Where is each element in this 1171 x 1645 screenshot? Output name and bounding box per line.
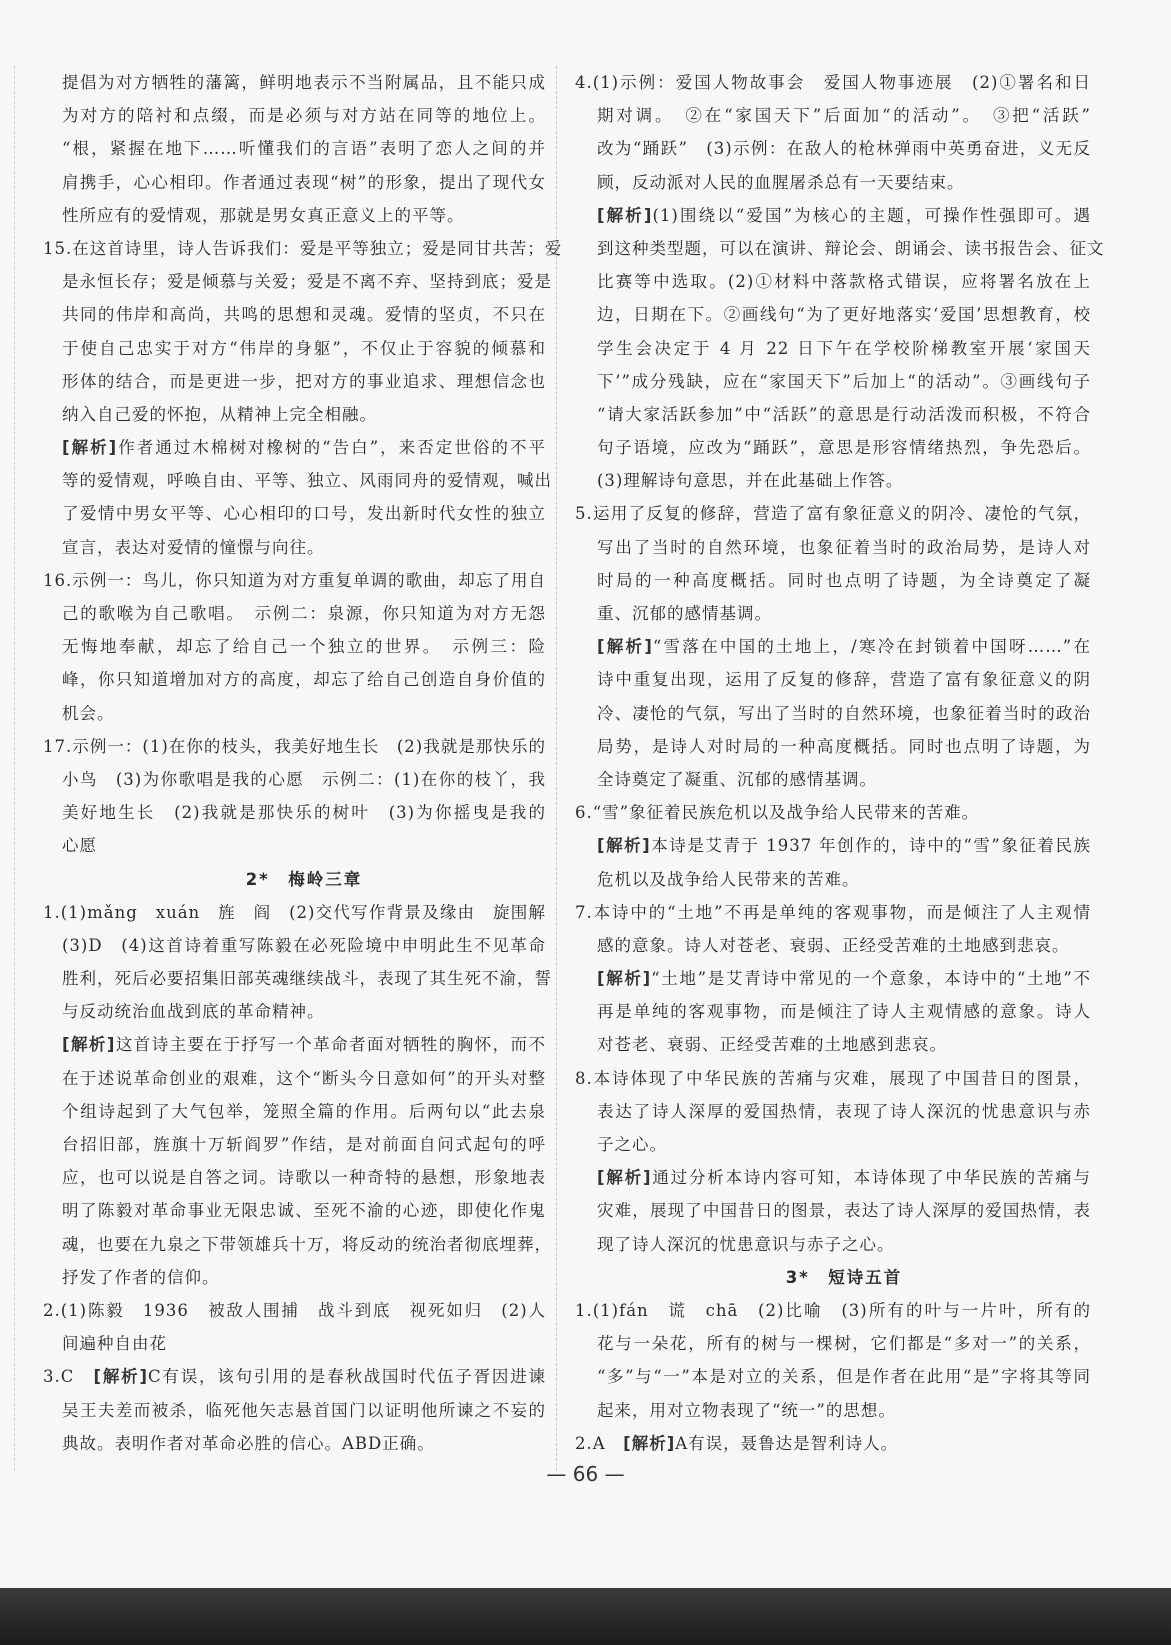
analysis-tag: [解析] <box>623 1433 676 1453</box>
text-line: 灾难，展现了中国昔日的图景，表达了诗人深厚的爱国热情，表 <box>597 1201 1091 1221</box>
analysis-tag: [解析] <box>597 969 652 989</box>
text-line: [解析]通过分析本诗内容可知，本诗体现了中华民族的苦痛与 <box>597 1168 1092 1188</box>
text-line: 2.A [解析]A有误，聂鲁达是智利诗人。 <box>575 1433 899 1453</box>
text-line: 4.(1)示例：爱国人物故事会 爱国人物事迹展 (2)①署名和日 <box>575 73 1091 92</box>
text-line: 心愿 <box>62 836 97 856</box>
text-line: 起来，用对立物表现了“统一”的思想。 <box>597 1400 896 1420</box>
text-line: 间遍种自由花 <box>62 1334 167 1354</box>
text-line: 在于述说革命创业的艰难，这个“断头今日意如何”的开头对整 <box>62 1068 546 1088</box>
text-line: 是永恒长存；爱是倾慕与关爱；爱是不离不弃、坚持到底；爱是 <box>62 272 552 292</box>
text-line: 1.(1)mǎng xuán 旌 阎 (2)交代写作背景及缘由 旋围解 <box>43 902 546 922</box>
text-line: 台招旧部，旌旗十万斩阎罗”作结，是对前面自问式起句的呼 <box>62 1135 546 1154</box>
analysis-tag: [解析] <box>62 1035 116 1055</box>
text-line: 形体的结合，而是更进一步，把对方的事业追求、理想信念也 <box>62 371 546 391</box>
right-column <box>575 66 1105 1460</box>
text-line: 为对方的陪衬和点缀，而是必须与对方站在同等的地位上。 <box>62 106 546 126</box>
text-line: (3)理解诗句意思，并在此基础上作答。 <box>597 471 904 491</box>
text-line: 吴王夫差而被杀，临死他矢志悬首国门以证明他所谏之不妄的 <box>62 1400 546 1420</box>
analysis-tag: [解析] <box>597 637 653 657</box>
text-line: 等的爱情观，呼唤自由、平等、独立、风雨同舟的爱情观，喊出 <box>62 471 552 491</box>
text-line: 己的歌喉为自己歌唱。 示例二：泉源，你只知道为对方无怨 <box>62 604 546 623</box>
text-line: (3)D (4)这首诗着重写陈毅在必死险境中申明此生不见革命 <box>62 935 546 955</box>
page-number: — 66 — <box>546 1462 625 1486</box>
text-line: [解析]作者通过木棉树对橡树的“告白”，来否定世俗的不平 <box>62 438 546 458</box>
text-line: 机会。 <box>62 703 115 723</box>
text-line: 顾，反动派对人民的血腥屠杀总有一天要结束。 <box>597 172 965 192</box>
text-line: “请大家活跃参加”中“活跃”的意思是行动活泼而积极，不符合 <box>597 404 1091 424</box>
left-column <box>43 66 563 1460</box>
text-line: 下’”成分残缺，应在“家国天下”后加上“的活动”。③画线句子 <box>597 371 1091 391</box>
text-line: 6.“雪”象征着民族危机以及战争给人民带来的苦难。 <box>575 803 980 823</box>
text-line: 比赛等中选取。(2)①材料中落款格式错误，应将署名放在上 <box>597 272 1091 292</box>
text-line: 7.本诗中的“土地”不再是单纯的客观事物，而是倾注了人主观情 <box>575 902 1091 922</box>
analysis-tag: [解析] <box>597 836 651 856</box>
text-line: 应，也可以说是自答之词。诗歌以一种奇特的悬想，形象地表 <box>62 1168 546 1188</box>
text-line: [解析]“雪落在中国的土地上，/寒冷在封锁着中国呀……”在 <box>597 637 1091 657</box>
text-line: 性所应有的爱情观，那就是男女真正意义上的平等。 <box>62 205 465 225</box>
text-line: 典故。表明作者对革命必胜的信心。ABD正确。 <box>62 1433 435 1453</box>
section-heading: 2* 梅岭三章 <box>245 869 363 889</box>
text-line: 子之心。 <box>597 1135 667 1154</box>
text-line: 宣言，表达对爱情的憧憬与向往。 <box>62 537 325 557</box>
text-line: 花与一朵花，所有的树与一棵树，它们都是“多对一”的关系， <box>597 1334 1091 1354</box>
text-line: 期对调。 ②在“家国天下”后面加“的活动”。 ③把“活跃” <box>597 106 1091 126</box>
text-line: [解析]这首诗主要在于抒写一个革命者面对牺牲的胸怀，而不 <box>62 1035 546 1055</box>
text-line: 5.运用了反复的修辞，营造了富有象征意义的阴冷、凄怆的气氛， <box>575 504 1091 524</box>
text-line: 3.C [解析]C有误，该句引用的是春秋战国时代伍子胥因进谏 <box>43 1367 546 1387</box>
text-line: 对苍老、衰弱、正经受苦难的土地感到悲哀。 <box>597 1035 947 1055</box>
text-line: 时局的一种高度概括。同时也点明了诗题，为全诗奠定了凝 <box>597 570 1091 590</box>
text-line: 明了陈毅对革命事业无限忠诚、至死不渝的心迹，即使化作鬼 <box>62 1201 546 1221</box>
text-line: 改为“踊跃” (3)示例：在敌人的枪林弹雨中英勇奋进，义无反 <box>597 139 1091 159</box>
text-line: 美好地生长 (2)我就是那快乐的树叶 (3)为你摇曳是我的 <box>62 803 546 823</box>
text-line: 到这种类型题，可以在演讲、辩论会、朗诵会、读书报告会、征文 <box>597 238 1105 258</box>
text-line: 提倡为对方牺牲的藩篱，鲜明地表示不当附属品，且不能只成 <box>62 73 546 92</box>
text-line: 峰，你只知道增加对方的高度，却忘了给自己创造自身价值的 <box>62 670 546 690</box>
text-line: 肩携手，心心相印。作者通过表现“树”的形象，提出了现代女 <box>62 172 546 192</box>
text-line: [解析]“土地”是艾青诗中常见的一个意象，本诗中的“土地”不 <box>597 969 1091 989</box>
text-line: 与反动统治血战到底的革命精神。 <box>62 1002 325 1022</box>
text-line: [解析]本诗是艾青于 1937 年创作的，诗中的“雪”象征着民族 <box>597 836 1091 856</box>
text-line: “根，紧握在地下……听懂我们的言语”表明了恋人之间的并 <box>62 139 546 159</box>
text-line: 个组诗起到了大气包举，笼照全篇的作用。后两句以“此去泉 <box>62 1101 546 1121</box>
text-line: 纳入自己爱的怀抱，从精神上完全相融。 <box>62 404 377 424</box>
text-line: 17.示例一：(1)在你的枝头，我美好地生长 (2)我就是那快乐的 <box>43 736 546 756</box>
text-line: 重、沉郁的感情基调。 <box>597 604 772 623</box>
text-line: “多”与“一”本是对立的关系，但是作者在此用“是”字将其等同 <box>597 1367 1091 1387</box>
text-line: 局势，是诗人对时局的一种高度概括。同时也点明了诗题，为 <box>597 736 1091 756</box>
analysis-tag: [解析] <box>93 1367 148 1387</box>
column-divider <box>556 66 557 1471</box>
text-line: 1.(1)fán 谎 chā (2)比喻 (3)所有的叶与一片叶，所有的 <box>575 1300 1091 1320</box>
text-line: 抒发了作者的信仰。 <box>62 1267 220 1287</box>
text-line: 危机以及战争给人民带来的苦难。 <box>597 869 860 889</box>
text-line: 共同的伟岸和高尚，共鸣的思想和灵魂。爱情的坚贞，不只在 <box>62 305 546 325</box>
text-line: 胜利，死后必要招集旧部英魂继续战斗，表现了其生死不渝，誓 <box>62 969 552 989</box>
text-line: 小鸟 (3)为你歌唱是我的心愿 示例二：(1)在你的枝丫，我 <box>62 769 546 789</box>
analysis-tag: [解析] <box>62 438 118 458</box>
text-line: [解析](1)围绕以“爱国”为核心的主题，可操作性强即可。遇 <box>597 205 1091 225</box>
margin-dashed-line <box>14 66 15 1471</box>
text-line: 表达了诗人深厚的爱国热情，表现了诗人深沉的忧患意识与赤 <box>597 1101 1091 1121</box>
text-line: 了爱情中男女平等、心心相印的口号，发出新时代女性的独立 <box>62 504 546 524</box>
text-line: 16.示例一：鸟儿，你只知道为对方重复单调的歌曲，却忘了用自 <box>43 570 546 590</box>
text-line: 诗中重复出现，运用了反复的修辞，营造了富有象征意义的阴 <box>597 670 1091 690</box>
text-line: 感的意象。诗人对苍老、衰弱、正经受苦难的土地感到悲哀。 <box>597 935 1070 955</box>
text-line: 句子语境，应改为“踊跃”，意思是形容情绪热烈，争先恐后。 <box>597 438 1091 458</box>
text-line: 写出了当时的自然环境，也象征着当时的政治局势，是诗人对 <box>597 537 1091 557</box>
text-line: 无悔地奉献，却忘了给自己一个独立的世界。 示例三：险 <box>62 637 546 657</box>
section-heading: 3* 短诗五首 <box>785 1267 903 1287</box>
text-line: 现了诗人深沉的忧患意识与赤子之心。 <box>597 1234 895 1254</box>
analysis-tag: [解析] <box>597 205 653 225</box>
text-line: 8.本诗体现了中华民族的苦痛与灾难，展现了中国昔日的图景， <box>575 1068 1091 1088</box>
text-line: 学生会决定于 4 月 22 日下午在学校阶梯教室开展‘家国天 <box>597 338 1091 358</box>
text-line: 冷、凄怆的气氛，写出了当时的自然环境，也象征着当时的政治 <box>597 703 1091 723</box>
text-line: 全诗奠定了凝重、沉郁的感情基调。 <box>597 769 877 789</box>
text-line: 边，日期在下。②画线句“为了更好地落实‘爱国’思想教育，校 <box>597 305 1091 325</box>
text-line: 2.(1)陈毅 1936 被敌人围捕 战斗到底 视死如归 (2)人 <box>43 1300 546 1320</box>
text-line: 于使自己忠实于对方“伟岸的身躯”，不仅止于容貌的倾慕和 <box>62 338 546 358</box>
text-line: 15.在这首诗里，诗人告诉我们：爱是平等独立；爱是同甘共苦；爱 <box>43 238 563 258</box>
text-line: 再是单纯的客观事物，而是倾注了诗人主观情感的意象。诗人 <box>597 1002 1091 1022</box>
analysis-tag: [解析] <box>597 1168 652 1188</box>
scan-edge-shadow <box>0 1588 1171 1645</box>
text-line: 魂，也要在九泉之下带领雄兵十万，将反动的统治者彻底埋葬， <box>62 1234 552 1254</box>
